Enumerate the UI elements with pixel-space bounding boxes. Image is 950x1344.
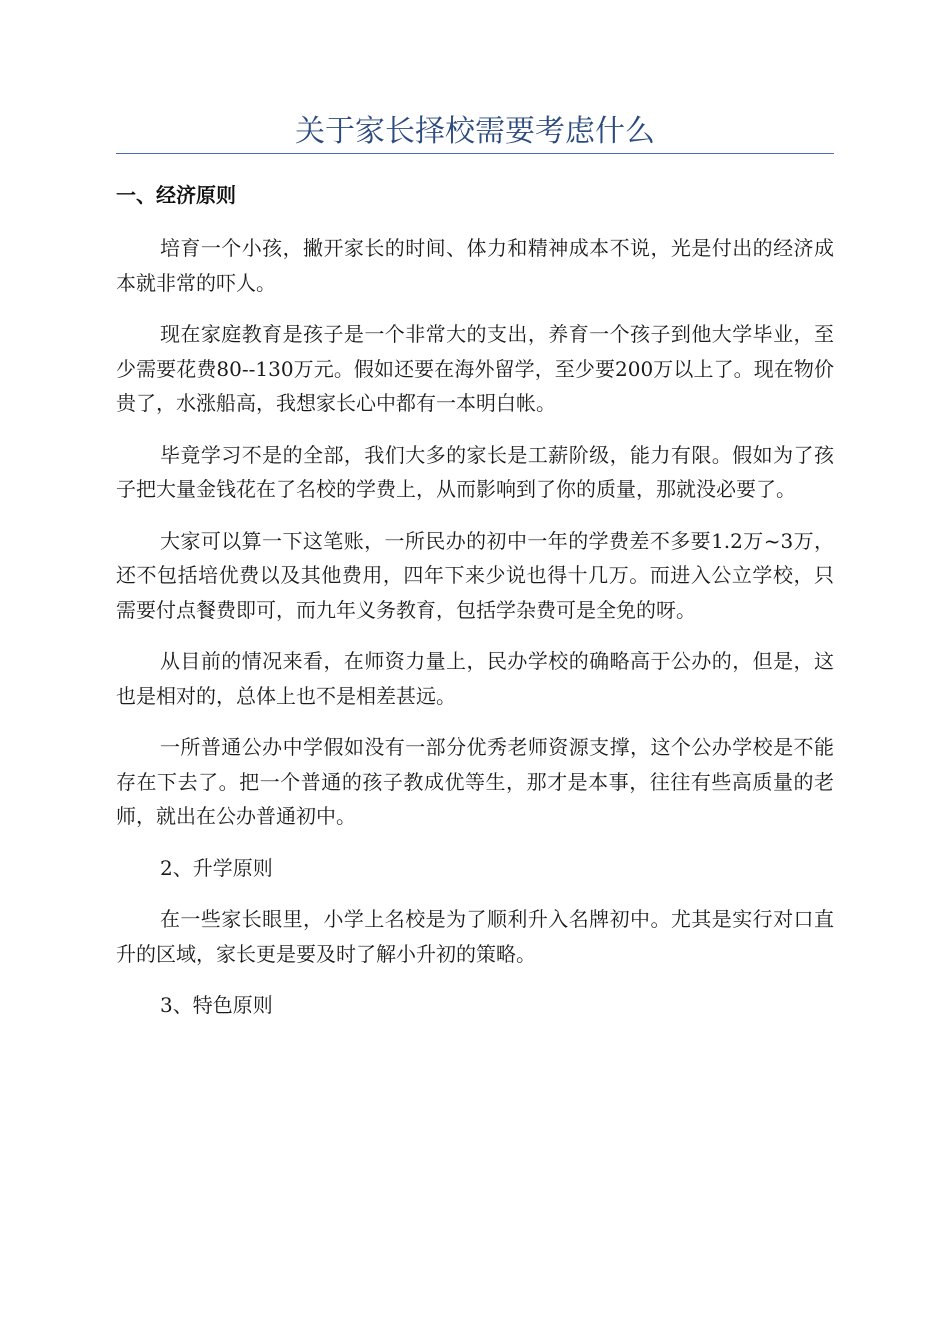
paragraph: 大家可以算一下这笔账，一所民办的初中一年的学费差不多要1.2万~3万，还不包括培优费以及其他费用，四年下来少说也得十几万。而进入公立学校，只需要付点餐费即可，而九年义务教育，包括学杂费可是全免的呀。 bbox=[116, 528, 834, 622]
section-heading: 一、经济原则 bbox=[116, 183, 236, 207]
title-underline bbox=[116, 153, 834, 154]
document-title: 关于家长择校需要考虑什么 bbox=[295, 114, 655, 149]
paragraph: 从目前的情况来看，在师资力量上，民办学校的确略高于公办的，但是，这也是相对的，总体上也不是相差甚远。 bbox=[116, 649, 834, 708]
subheading-3: 3、特色原则 bbox=[160, 993, 273, 1017]
subheading-2: 2、升学原则 bbox=[160, 855, 273, 880]
paragraph: 培育一个小孩，撇开家长的时间、体力和精神成本不说，光是付出的经济成本就非常的吓人。 bbox=[116, 236, 834, 295]
paragraph: 毕竟学习不是的全部，我们大多的家长是工薪阶级，能力有限。假如为了孩子把大量金钱花在了名校的学费上，从而影响到了你的质量，那就没必要了。 bbox=[116, 442, 834, 501]
paragraph: 在一些家长眼里，小学上名校是为了顺利升入名牌初中。尤其是实行对口直升的区域，家长更是要及时了解小升初的策略。 bbox=[116, 907, 834, 966]
paragraph: 一所普通公办中学假如没有一部分优秀老师资源支撑，这个公办学校是不能存在下去了。把一个普通的孩子教成优等生，那才是本事，往往有些高质量的老师，就出在公办普通初中。 bbox=[116, 735, 834, 828]
paragraph: 现在家庭教育是孩子是一个非常大的支出，养育一个孩子到他大学毕业，至少需要花费80--130万元。假如还要在海外留学，至少要200万以上了。现在物价贵了，水涨船高，我想家长心中都有一本明白帐。 bbox=[116, 322, 834, 415]
document-body bbox=[116, 231, 834, 1040]
